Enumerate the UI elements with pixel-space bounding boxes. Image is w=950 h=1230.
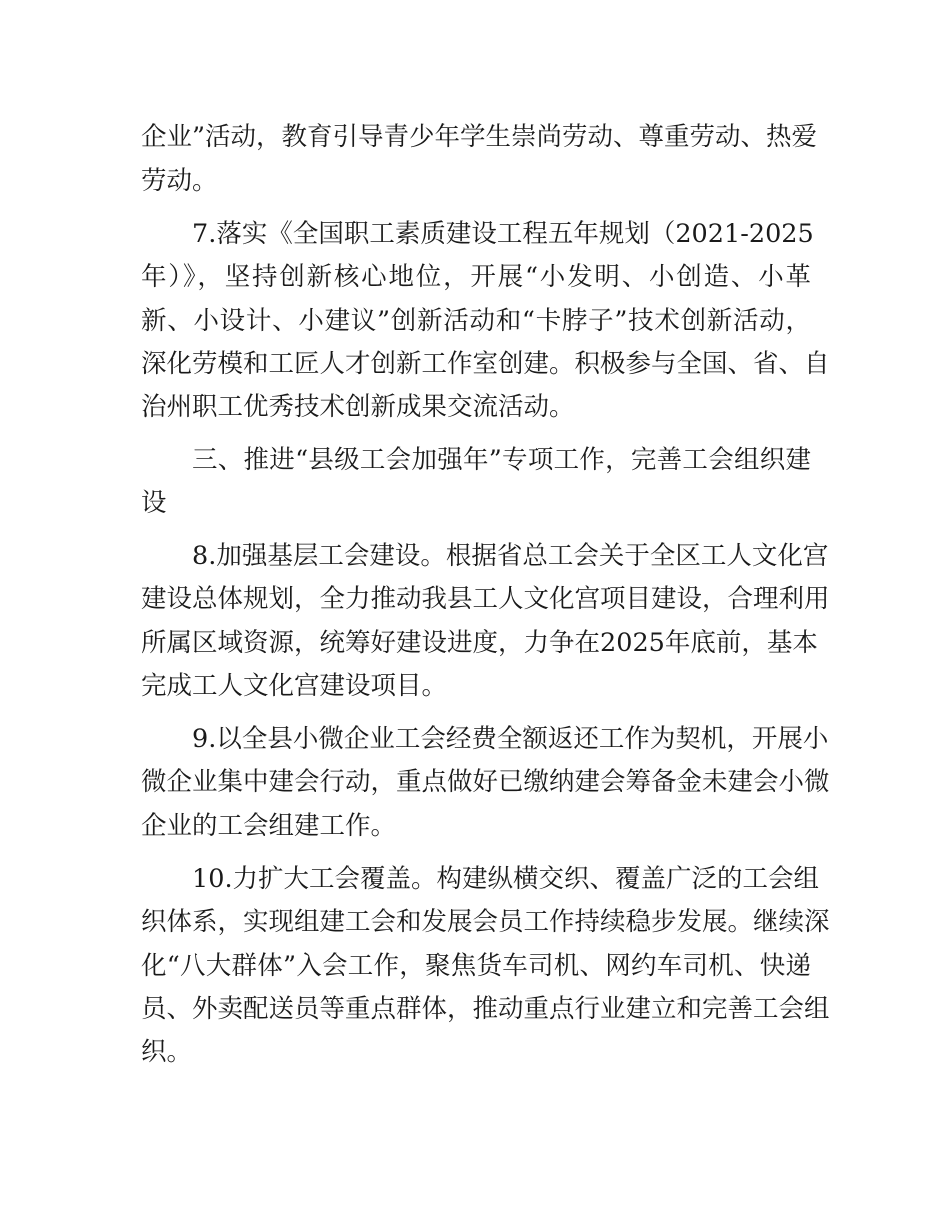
text-line: 化“八大群体”入会工作，聚焦货车司机、网约车司机、快递: [141, 951, 811, 981]
text-line: 年）》，坚持创新核心地位，开展“小发明、小创造、小革: [141, 262, 811, 292]
text-line: 建设总体规划，全力推动我县工人文化宫项目建设，合理利用: [141, 584, 830, 614]
text-line: 所属区域资源，统筹好建设进度，力争在2025年底前，基本: [141, 628, 818, 658]
text-line: 员、外卖配送员等重点群体，推动重点行业建立和完善工会组: [141, 994, 830, 1024]
text-line: 企业”活动，教育引导青少年学生崇尚劳动、尊重劳动、热爱: [141, 122, 818, 152]
text-line: 织。: [141, 1037, 193, 1067]
text-line: 微企业集中建会行动，重点做好已缴纳建会筹备金未建会小微: [141, 767, 830, 797]
text-line: 10.力扩大工会覆盖。构建纵横交织、覆盖广泛的工会组: [192, 864, 820, 894]
text-line: 劳动。: [141, 166, 218, 196]
section-heading: 三、推进“县级工会加强年”专项工作，完善工会组织建: [192, 445, 811, 475]
text-line: 9.以全县小微企业工会经费全额返还工作为契机，开展小: [192, 724, 829, 754]
text-line: 完成工人文化宫建设项目。: [141, 671, 448, 701]
text-line: 7.落实《全国职工素质建设工程五年规划（2021-2025: [192, 219, 814, 249]
text-line: 深化劳模和工匠人才创新工作室创建。积极参与全国、省、自: [141, 349, 830, 379]
text-line: 织体系，实现组建工会和发展会员工作持续稳步发展。继续深: [141, 907, 830, 937]
text-line: 企业的工会组建工作。: [141, 811, 397, 841]
text-line: 8.加强基层工会建设。根据省总工会关于全区工人文化宫: [192, 541, 829, 571]
section-heading: 设: [141, 488, 167, 518]
text-line: 新、小设计、小建议”创新活动和“卡脖子”技术创新活动，: [141, 306, 811, 336]
text-line: 治州职工优秀技术创新成果交流活动。: [141, 392, 575, 422]
